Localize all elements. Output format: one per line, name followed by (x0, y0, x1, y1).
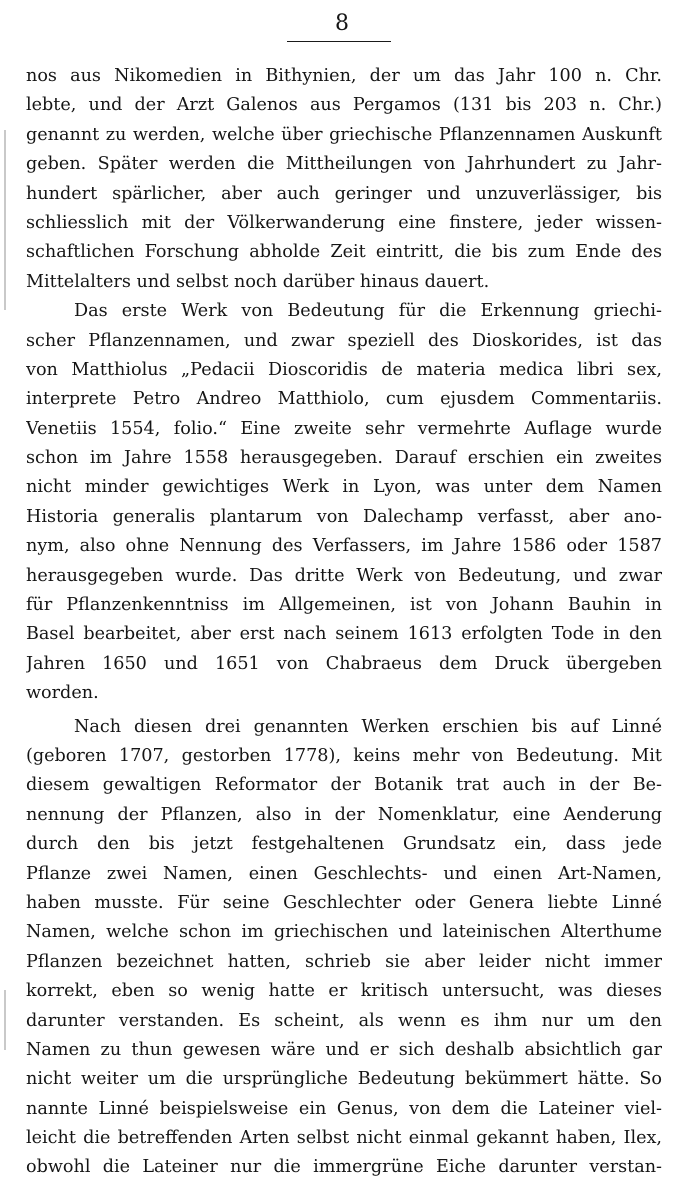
text-line: (geboren 1707, gestorben 1778), keins mehr von Bedeutung. Mit (26, 745, 662, 766)
text-line: Pflanze zwei Namen, einen Geschlechts- und einen Art-Namen, (26, 863, 662, 884)
text-line: nos aus Nikomedien in Bithynien, der um das Jahr 100 n. Chr. (26, 66, 662, 86)
text-line: nym, also ohne Nennung des Verfassers, im Jahre 1586 oder 1587 (26, 536, 662, 557)
paragraph (26, 62, 662, 297)
paragraph (26, 297, 662, 708)
text-line: Namen zu thun gewesen wäre und er sich deshalb absichtlich gar (26, 1039, 662, 1060)
text-line: hundert spärlicher, aber auch geringer und unzuverlässiger, bis (26, 183, 662, 204)
text-line: scher Pflanzennamen, und zwar speziell des Dioskorides, ist das (26, 330, 662, 351)
text-line: Jahren 1650 und 1651 von Chabraeus dem Druck übergeben (26, 653, 662, 674)
text-line: durch den bis jetzt festgehaltenen Grundsatz ein, dass jede (26, 834, 662, 855)
text-line: schon im Jahre 1558 herausgegeben. Darauf erschien ein zweites (26, 448, 662, 469)
text-line: Nach diesen drei genannten Werken erschien bis auf Linné (74, 716, 662, 737)
text-line: nicht minder gewichtiges Werk in Lyon, was unter dem Namen (26, 477, 662, 498)
text-line: interprete Petro Andreo Matthiolo, cum ejusdem Commentariis. (26, 389, 662, 410)
text-line: Venetiis 1554, folio.“ Eine zweite sehr vermehrte Auflage wurde (26, 418, 662, 439)
text-line: nannte Linné beispielsweise ein Genus, von dem die Lateiner viel- (26, 1098, 662, 1119)
margin-scan-mark (4, 130, 6, 310)
text-line: Pflanzen bezeichnet hatten, schrieb sie aber leider nicht immer (26, 951, 662, 972)
text-line: obwohl die Lateiner nur die immergrüne Eiche darunter verstan- (26, 1157, 662, 1178)
text-line: schliesslich mit der Völkerwanderung eine finstere, jeder wissen- (26, 212, 662, 233)
body-text (26, 62, 662, 1183)
text-line: Basel bearbeitet, aber erst nach seinem 1613 erfolgten Tode in den (26, 624, 662, 645)
text-line: darunter verstanden. Es scheint, als wenn es ihm nur um den (26, 1010, 662, 1031)
text-line: Historia generalis plantarum von Dalechamp verfasst, aber ano- (26, 506, 662, 527)
text-line: schaftlichen Forschung abholde Zeit eintritt, die bis zum Ende des (26, 242, 662, 263)
text-line: nennung der Pflanzen, also in der Nomenklatur, eine Aenderung (26, 804, 662, 825)
text-line: korrekt, eben so wenig hatte er kritisch untersucht, was dieses (26, 981, 662, 1002)
text-line: Mittelalters und selbst noch darüber hinaus dauert. (26, 271, 490, 292)
text-line: für Pflanzenkenntniss im Allgemeinen, ist von Johann Bauhin in (26, 595, 662, 616)
text-line: worden. (26, 683, 99, 704)
page-number: 8 (335, 11, 349, 36)
text-line: Namen, welche schon im griechischen und lateinischen Alterthume (26, 922, 662, 943)
text-line: leicht die betreffenden Arten selbst nicht einmal gekannt haben, Ilex, (26, 1128, 662, 1149)
text-line: herausgegeben wurde. Das dritte Werk von Bedeutung, und zwar (26, 565, 662, 586)
paragraph (26, 713, 662, 1183)
text-line: diesem gewaltigen Reformator der Botanik trat auch in der Be- (26, 775, 662, 796)
margin-scan-mark (4, 990, 6, 1050)
page-number-rule (287, 41, 391, 42)
text-line: genannt zu werden, welche über griechische Pflanzennamen Auskunft (26, 124, 662, 145)
text-line: haben musste. Für seine Geschlechter oder Genera liebte Linné (26, 892, 662, 913)
text-line: von Matthiolus „Pedacii Dioscoridis de materia medica libri sex, (26, 359, 662, 380)
text-line: Das erste Werk von Bedeutung für die Erkennung griechi- (74, 301, 662, 322)
text-line: lebte, und der Arzt Galenos aus Pergamos (131 bis 203 n. Chr.) (26, 95, 662, 116)
text-line: geben. Später werden die Mittheilungen von Jahrhundert zu Jahr- (26, 154, 662, 175)
text-line: nicht weiter um die ursprüngliche Bedeutung bekümmert hätte. So (26, 1069, 662, 1090)
